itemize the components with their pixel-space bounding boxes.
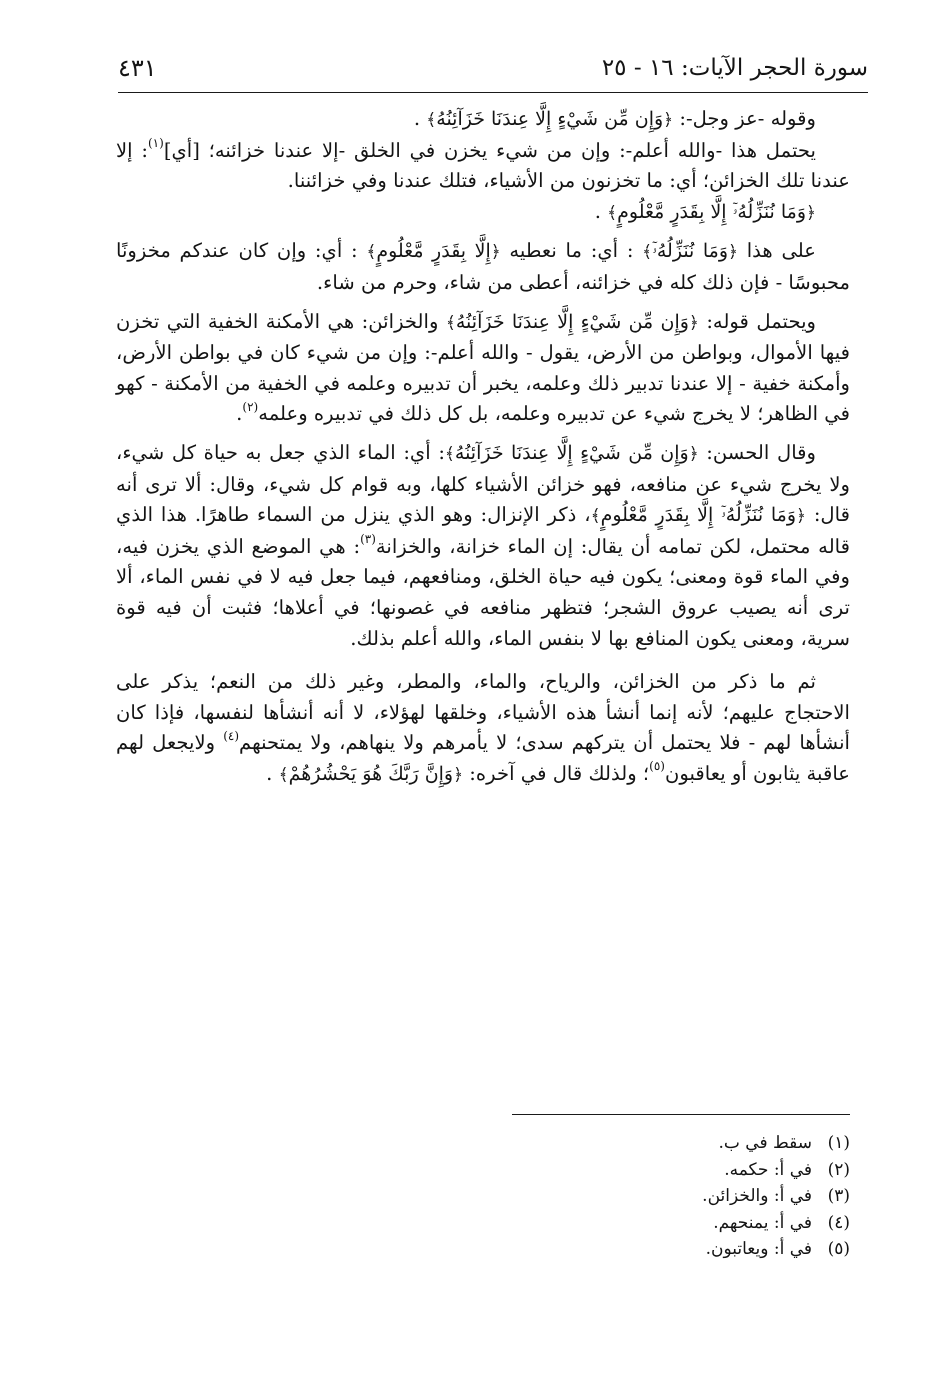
text-span: : إلا عندنا تلك الخزائن؛ أي: ما تخزنون من الأشياء، فتلك عندنا وفي خزائننا. — [116, 138, 850, 193]
quran-text: وَإِنَّ رَبَّكَ هُوَ يَحْشُرُهُمْ — [288, 762, 454, 785]
footnote-item — [500, 1236, 850, 1263]
text-span: ويحتمل قوله: — [698, 309, 817, 333]
header-rule — [118, 92, 868, 93]
page-number: ٤٣١ — [118, 54, 157, 82]
text-span: وقال الحسن: — [698, 440, 816, 464]
footnote-ref[interactable]: (٢) — [242, 399, 259, 414]
running-header — [118, 52, 868, 96]
paragraph-1 — [116, 104, 850, 136]
quran-quote — [607, 201, 816, 223]
quran-quote — [445, 442, 699, 464]
footnote-number: (٥) — [827, 1239, 850, 1259]
quran-bracket-close: ﴾ — [426, 110, 437, 130]
quran-bracket-close: ﴾ — [642, 242, 653, 263]
quran-bracket-open: ﴿ — [688, 443, 699, 464]
paragraph-6 — [116, 438, 850, 654]
quran-bracket-open: ﴿ — [688, 312, 699, 333]
quran-bracket-open: ﴿ — [796, 506, 806, 527]
text-span: والخزائن: هي الأمكنة الخفية التي تخزن فيها الأموال، وبواطن من الأرض، يقول - والله أعلم-: وإن من شيء كان في بواطن الأرض، وأمكنة خفية - إلا عندنا تدبير ذلك وعلمه، يخبر أن تدبيره وعلمه في الخفية من الأمكنة - كهو في الظاهر؛ لا يخرج شيء عن تدبيره وعلمه، بل كل ذلك في تدبيره وعلمه — [116, 309, 850, 426]
footnote-item — [500, 1210, 850, 1237]
main-text — [116, 104, 850, 790]
text-span: ، ذكر الإنزال: وهو الذي ينزل من السماء طاهرًا. هذا الذي قاله محتمل، لكن تمامه أن يقال: إن الماء خزانة، والخزانة — [116, 503, 850, 558]
footnote-number: (٣) — [827, 1186, 850, 1206]
text-span: على هذا — [737, 239, 816, 263]
quran-bracket-open: ﴿ — [663, 110, 674, 130]
footnotes-list — [500, 1130, 850, 1263]
surah-title: سورة الحجر الآيات: ١٦ - ٢٥ — [601, 55, 868, 81]
footnote-text: في أ: حكمه. — [724, 1159, 812, 1180]
footnote-ref[interactable]: (٥) — [649, 759, 665, 774]
footnote-ref[interactable]: (٣) — [360, 532, 376, 547]
quran-bracket-open: ﴿ — [453, 764, 464, 785]
text-span: : أي: الماء الذي جعل به حياة كل شيء، ولا يخرج شيء عن منافعه، فهو خزائن الأشياء كلها، وبه قوام كل شيء، وقال: ألا ترى أنه قال: — [116, 440, 851, 527]
quran-text: إِلَّا بِقَدَرٍ مَّعْلُومٍ — [376, 240, 491, 263]
text-span: وقوله -عز وجل-: — [673, 107, 816, 130]
quran-quote — [446, 311, 699, 333]
quran-quote — [426, 108, 673, 130]
text-span: . — [266, 761, 279, 785]
text-span: : أي: وإن كان عندكم مخزونًا محبوسًا - فإن ذلك كله في خزائنه، أعطى من شاء، وحرم من شاء. — [116, 239, 850, 294]
quran-quote — [642, 240, 738, 262]
footnote-number: (٢) — [827, 1159, 850, 1180]
paragraph-7 — [116, 667, 850, 790]
paragraph-3 — [116, 197, 850, 229]
quran-bracket-close: ﴾ — [590, 506, 601, 527]
text-span: . — [236, 402, 243, 426]
quran-text: وَإِن مِّن شَيْءٍ إِلَّا عِندَنَا خَزَآئِنُهُ — [436, 108, 664, 130]
text-span: . — [594, 199, 608, 223]
quran-bracket-open: ﴿ — [490, 242, 501, 263]
footnote-ref[interactable]: (١) — [147, 136, 164, 151]
quran-text: وَمَا نُنَزِّلُهُۥٓ — [652, 240, 729, 263]
footnote-number: (٤) — [827, 1212, 850, 1233]
footnote-number: (١) — [827, 1133, 850, 1153]
text-span: . — [413, 107, 427, 130]
quran-text: وَإِن مِّن شَيْءٍ إِلَّا عِندَنَا خَزَآئِنُهُ — [454, 441, 689, 464]
quran-text: وَمَا نُنَزِّلُهُۥٓ إِلَّا بِقَدَرٍ مَّعْلُومٍ — [600, 504, 796, 527]
footnote-text: في أ: يمنحهم. — [713, 1212, 812, 1233]
text-span: ؛ ولذلك قال في آخره: — [463, 761, 650, 785]
text-span: ولايجعل لهم عاقبة يثابون أو يعاقبون — [116, 731, 850, 785]
quran-quote — [591, 504, 806, 526]
footnote-text: في أ: والخزائن. — [702, 1186, 812, 1206]
text-span: : أي: ما نعطيه — [500, 239, 643, 263]
quran-bracket-close: ﴾ — [445, 312, 456, 333]
paragraph-5 — [116, 307, 850, 430]
footnote-text: في أ: ويعاتبون. — [705, 1239, 812, 1259]
footnote-item — [500, 1183, 850, 1210]
quran-bracket-close: ﴾ — [444, 443, 455, 464]
footnote-text: سقط في ب. — [718, 1133, 812, 1153]
quran-text: وَإِن مِّن شَيْءٍ إِلَّا عِندَنَا خَزَآئِنُهُ — [455, 310, 689, 333]
quran-bracket-open: ﴿ — [728, 242, 738, 263]
quran-bracket-close: ﴾ — [607, 202, 618, 223]
quran-bracket-close: ﴾ — [366, 242, 377, 263]
quran-quote — [279, 763, 463, 785]
footnote-item — [500, 1130, 850, 1157]
quran-text: وَمَا نُنَزِّلُهُۥٓ إِلَّا بِقَدَرٍ مَّعْلُومٍ — [617, 200, 807, 223]
text-span: يحتمل هذا -والله أعلم-: وإن من شيء يخزن في الخلق -إلا عندنا خزائنه؛ [أي] — [163, 138, 816, 162]
paragraph-2 — [116, 136, 850, 197]
quran-bracket-close: ﴾ — [278, 764, 289, 785]
quran-bracket-open: ﴿ — [806, 202, 816, 223]
quran-quote — [366, 240, 500, 262]
text-span: ثم ما ذكر من الخزائن، والرياح، والماء، والمطر، وغير ذلك من النعم؛ يذكر على الاحتجاج عليهم؛ لأنه إنما أنشأ هذه الأشياء، وخلقها لهؤلاء، لا أنه أنشأها لنفسها، فإذا كان أنشأها لهم - فلا يحتمل أن يتركهم سدى؛ لا يأمرهم ولا ينهاهم، ولا يمتحنهم — [116, 670, 850, 755]
footnote-item — [500, 1157, 850, 1184]
footnote-ref[interactable]: (٤) — [223, 728, 240, 743]
footnote-separator — [512, 1114, 850, 1115]
paragraph-4 — [116, 236, 850, 298]
text-span: : هي الموضع الذي يخزن فيه، وفي الماء قوة ومعنى؛ يكون فيه حياة الخلق، ومنافعهم، فيما جعل فيه لا في نفس الماء، ألا ترى أنه يصيب عروق الشجر؛ فتظهر منافعه في غصونها؛ في أعلاها؛ فثبت أن فيه قوة سرية، ومعنى يكون المنافع بها لا بنفس الماء، والله أعلم بذلك. — [116, 534, 850, 650]
